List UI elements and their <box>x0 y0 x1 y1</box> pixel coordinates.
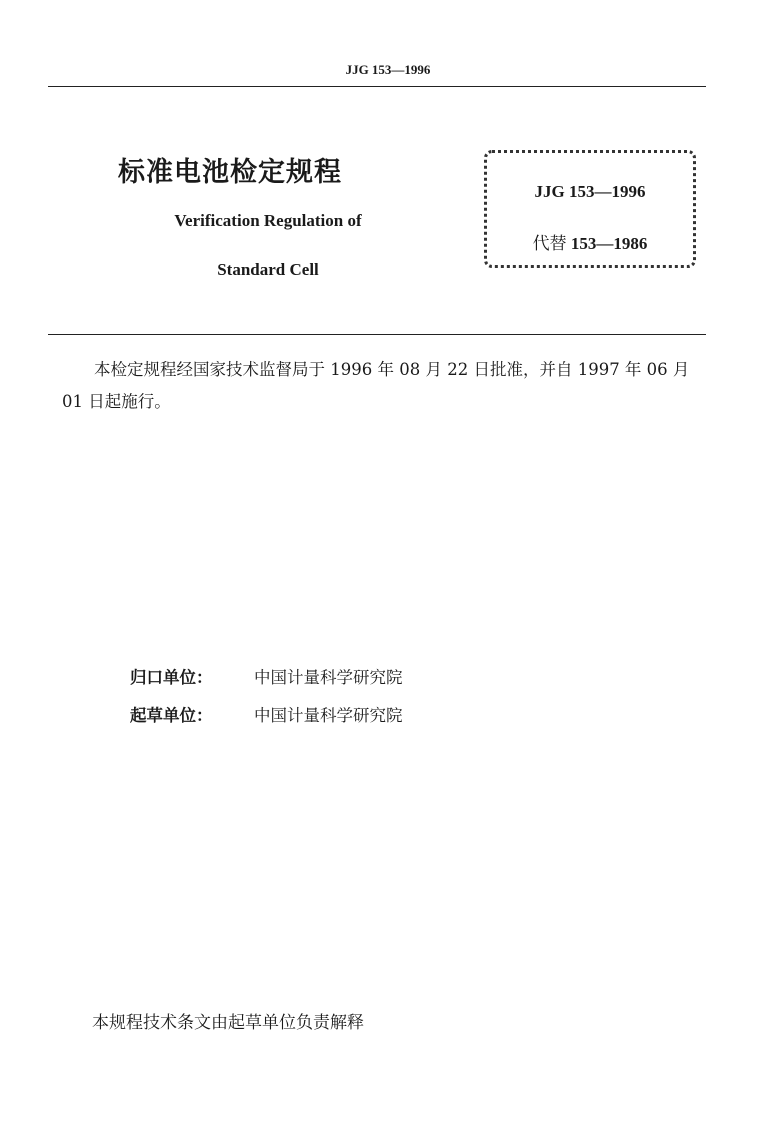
code-box-replaces <box>484 229 696 254</box>
replaces-number: 153—1986 <box>570 234 648 253</box>
code-box-standard <box>484 182 696 202</box>
approval-paragraph <box>62 354 712 418</box>
title-rule <box>48 334 706 335</box>
code-prefix: JJG <box>534 182 569 201</box>
approval-text: 本检定规程经国家技术监督局于 1996 年 08 月 22 日批准，并自 1997 年 06 月 01 日起施行。 <box>62 360 690 411</box>
replaces-prefix: 代替 <box>532 234 571 253</box>
unit-value-drafting: 中国计量科学研究院 <box>254 706 403 725</box>
unit-label-drafting: 起草单位： <box>130 706 213 725</box>
title-chinese: 标准电池检定规程 <box>118 157 342 188</box>
title-english-line2: Standard Cell <box>217 260 319 279</box>
interpretation-note: 本规程技术条文由起草单位负责解释 <box>92 1013 364 1033</box>
header-standard-code: JJG 153—1996 <box>345 62 431 77</box>
header-rule <box>48 86 706 87</box>
code-number: 153—1996 <box>568 182 646 201</box>
unit-value-responsible: 中国计量科学研究院 <box>254 668 403 687</box>
unit-label-responsible: 归口单位： <box>130 668 213 687</box>
title-english-line1: Verification Regulation of <box>174 211 362 230</box>
